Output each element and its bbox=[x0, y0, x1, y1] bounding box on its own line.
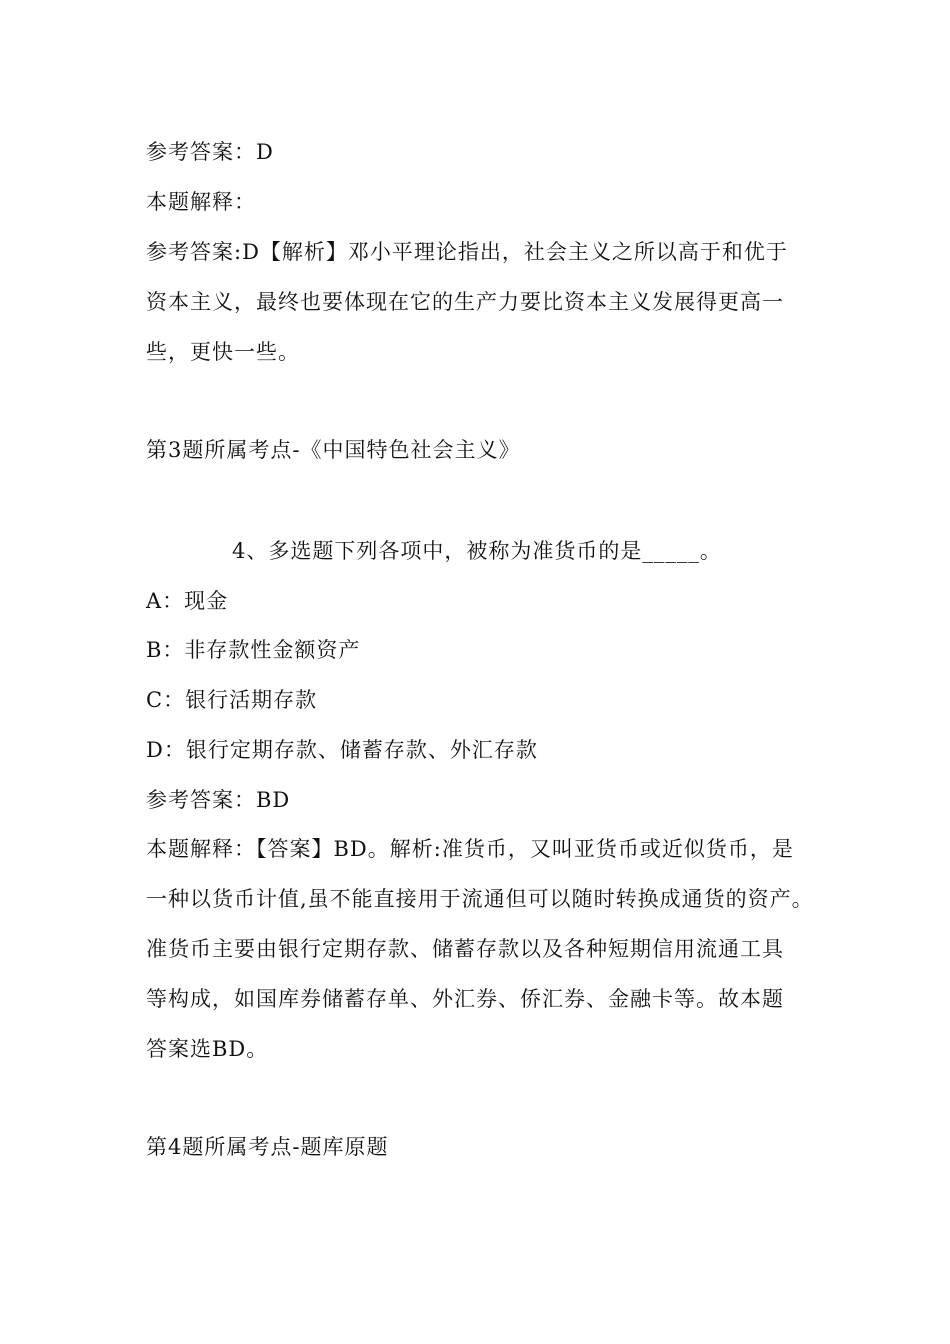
q3-answer: 参考答案：D bbox=[146, 140, 274, 164]
q3-explain-line: 参考答案:D【解析】邓小平理论指出，社会主义之所以高于和优于 bbox=[146, 240, 788, 264]
q3-explain-line: 资本主义，最终也要体现在它的生产力要比资本主义发展得更高一 bbox=[146, 290, 784, 314]
q4-option-c: C：银行活期存款 bbox=[146, 688, 318, 712]
q4-option-a: A：现金 bbox=[146, 589, 229, 613]
q4-explain-line: 准货币主要由银行定期存款、储蓄存款以及各种短期信用流通工具 bbox=[146, 937, 784, 961]
q4-topic: 第4题所属考点-题库原题 bbox=[146, 1135, 389, 1159]
q4-option-b: B：非存款性金额资产 bbox=[146, 638, 361, 662]
q3-topic: 第3题所属考点-《中国特色社会主义》 bbox=[146, 438, 521, 462]
q4-question: 4、多选题下列各项中，被称为准货币的是_____。 bbox=[232, 539, 722, 563]
q4-explain-line: 答案选BD。 bbox=[146, 1037, 269, 1061]
q4-answer: 参考答案：BD bbox=[146, 788, 291, 812]
q4-explain-line: 等构成，如国库券储蓄存单、外汇券、侨汇券、金融卡等。故本题 bbox=[146, 987, 784, 1011]
q4-explain-line: 一种以货币计值,虽不能直接用于流通但可以随时转换成通货的资产。 bbox=[146, 887, 814, 911]
q4-option-d: D：银行定期存款、储蓄存款、外汇存款 bbox=[146, 738, 538, 762]
q3-explain-line: 些，更快一些。 bbox=[146, 340, 300, 364]
q4-explain-line: 本题解释：【答案】BD。解析:准货币，又叫亚货币或近似货币，是 bbox=[146, 837, 794, 861]
q3-explain-label: 本题解释： bbox=[146, 190, 256, 214]
